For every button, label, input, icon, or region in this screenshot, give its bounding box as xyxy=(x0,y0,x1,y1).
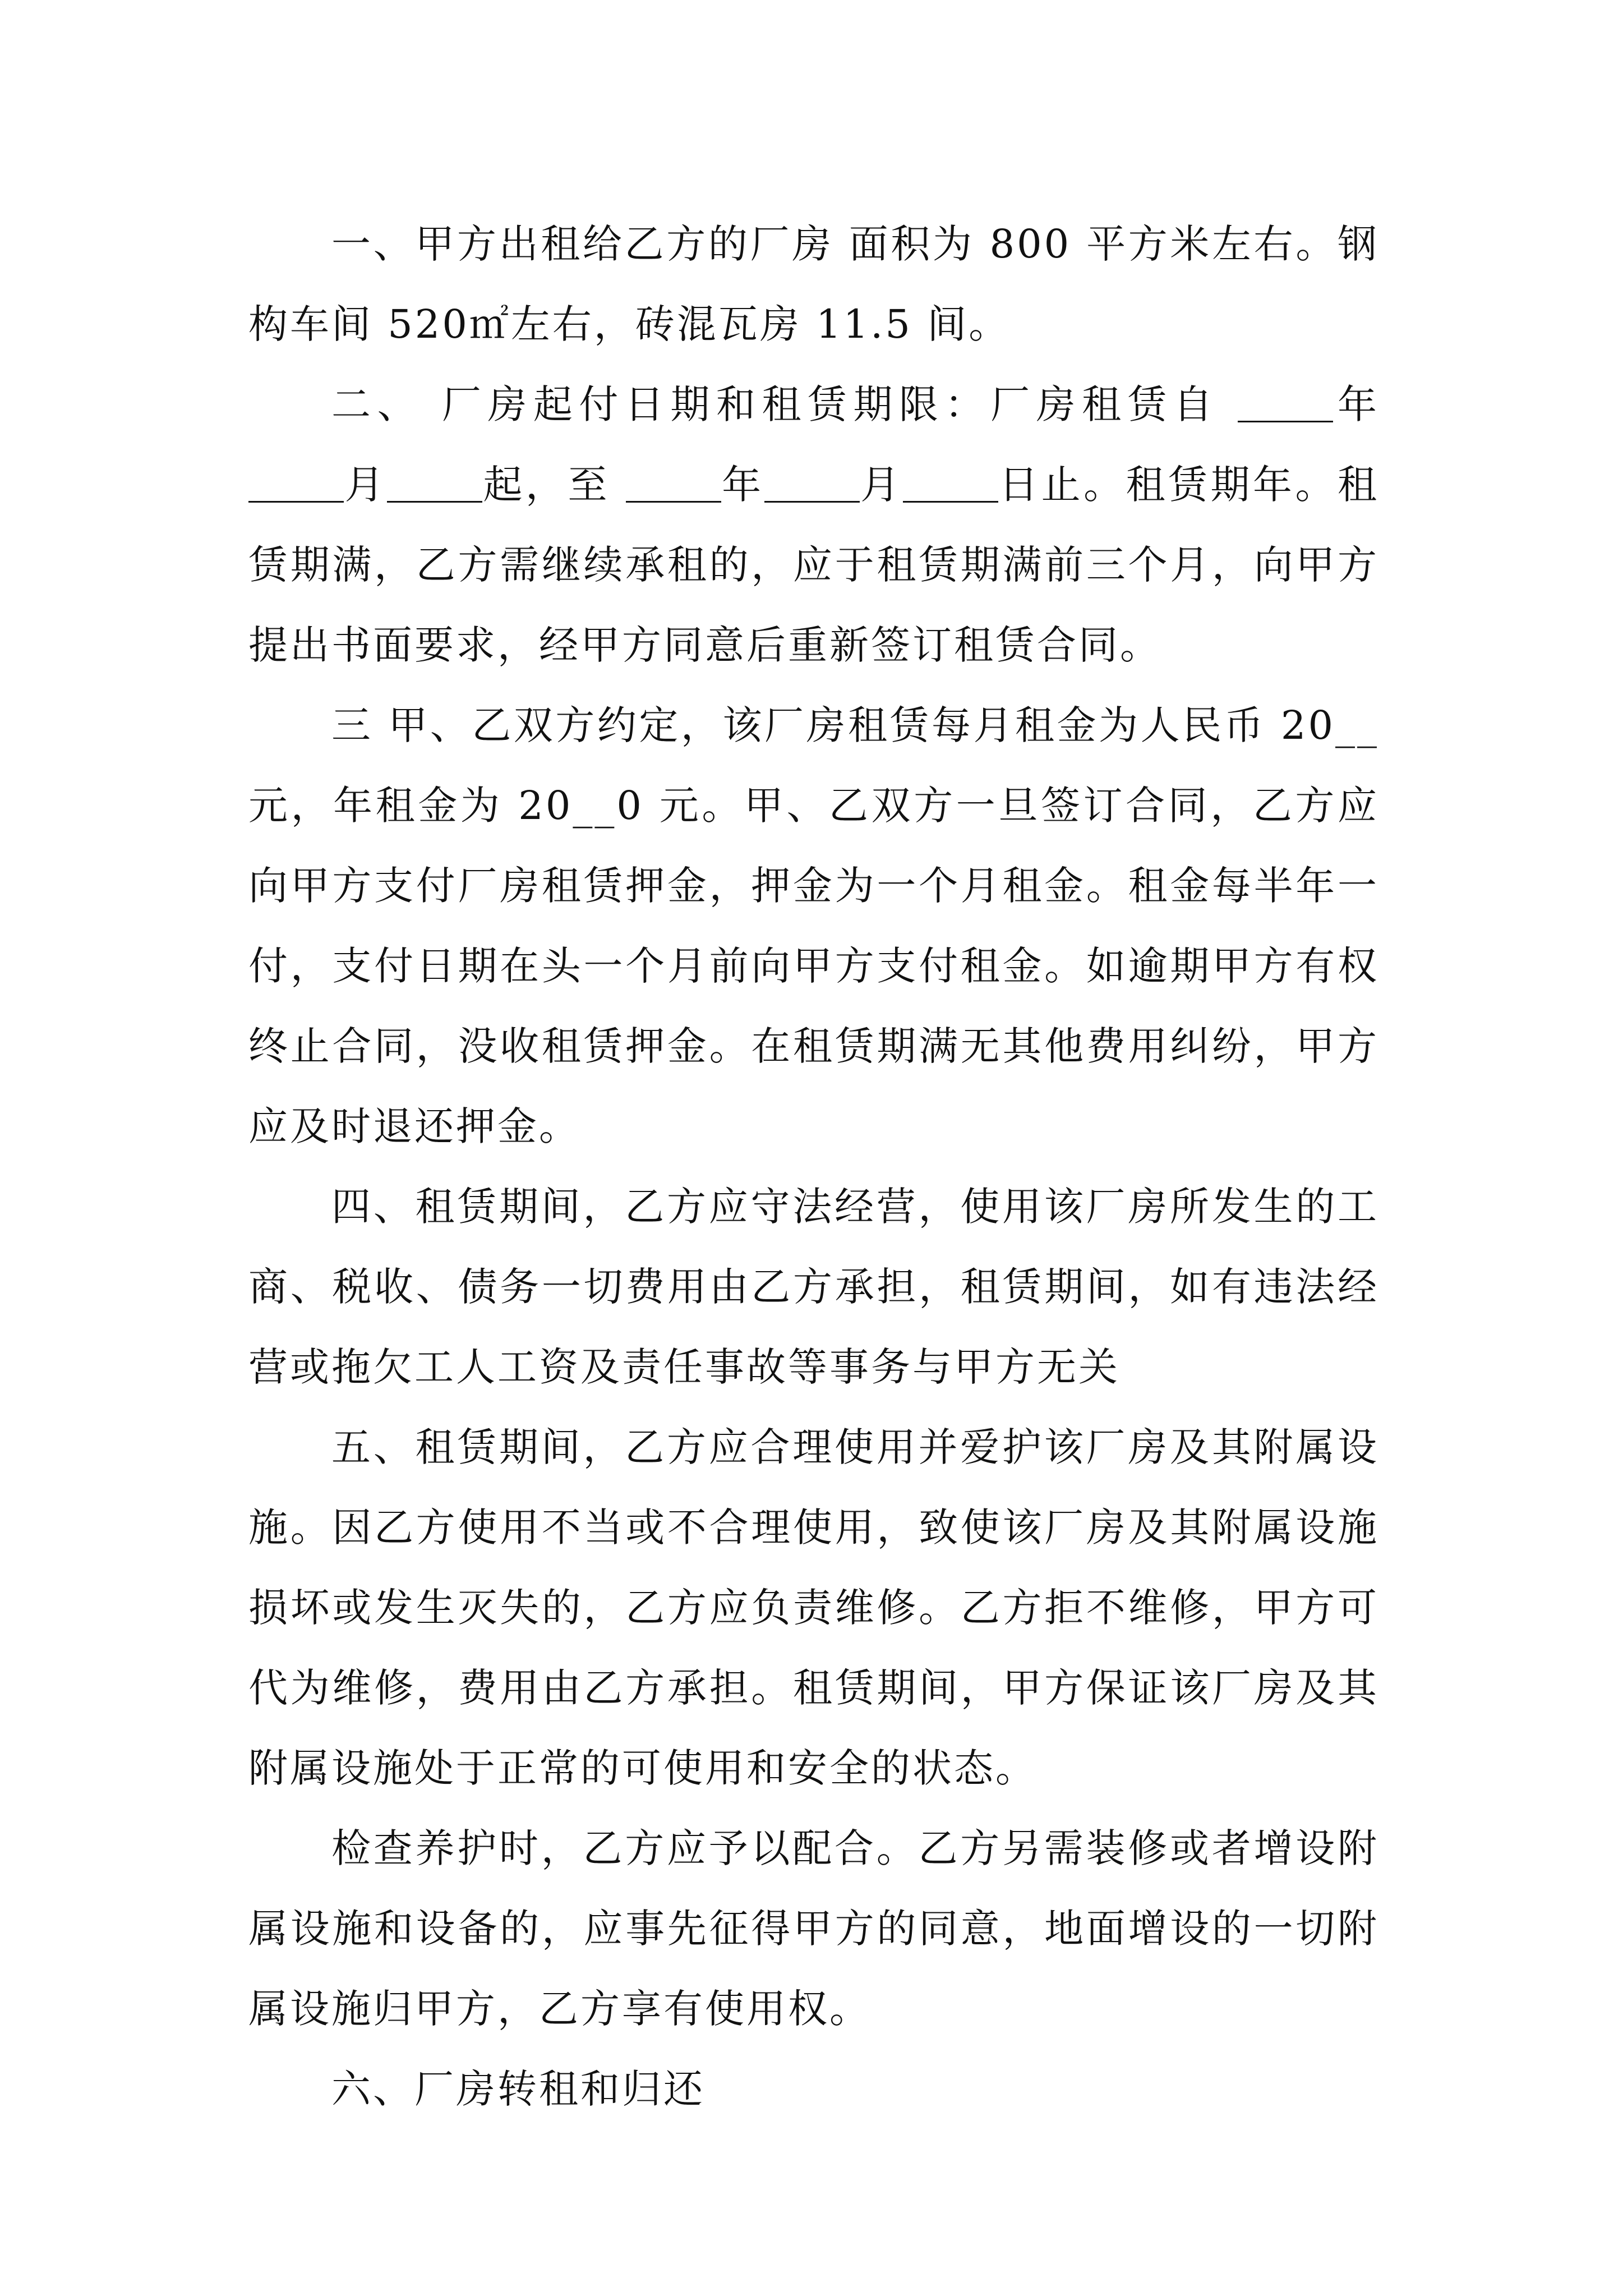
blank-start-month xyxy=(248,462,344,503)
label-year-1: 年 xyxy=(1333,381,1379,427)
clause-5-inspection: 检查养护时，乙方应予以配合。乙方另需装修或者增设附属设施和设备的，应事先征得甲方的同意，地面增设的一切附属设施归甲方，乙方享有使用权。 xyxy=(248,1825,1379,2032)
label-month-2: 月 xyxy=(859,462,903,508)
clause-6-heading: 六、厂房转租和归还 xyxy=(331,2066,705,2112)
clause-2-rest: 日止。租赁期年。租赁期满，乙方需继续承租的，应于租赁期满前三个月，向甲方提出书面要求，经甲方同意后重新签订租赁合同。 xyxy=(248,462,1380,668)
clause-5-maintenance: 五、租赁期间，乙方应合理使用并爱护该厂房及其附属设施。因乙方使用不当或不合理使用，致使该厂房及其附属设施损坏或发生灭失的，乙方应负责维修。乙方拒不维修，甲方可代为维修，费用由乙方承担。租赁期间，甲方保证该厂房及其附属设施处于正常的可使用和安全的状态。 xyxy=(248,1424,1379,1791)
blank-start-year xyxy=(1238,381,1333,422)
blank-start-day xyxy=(387,462,482,503)
label-year-2: 年 xyxy=(721,462,764,508)
label-month-1: 月 xyxy=(344,462,387,508)
clause-3-rent: 三 甲、乙双方约定，该厂房租赁每月租金为人民币 20__元，年租金为 20__0 元。甲、乙双方一旦签订合同，乙方应向甲方支付厂房租赁押金，押金为一个月租金。租金每半年一付，支付日期在头一个月前向甲方支付租金。如逾期甲方有权终止合同，没收租赁押金。在租赁期满无其他费用纠纷，甲方应及时退还押金。 xyxy=(248,702,1379,1149)
clause-4-lawful-operation: 四、租赁期间，乙方应守法经营，使用该厂房所发生的工商、税收、债务一切费用由乙方承担，租赁期间，如有违法经营或拖欠工人工资及责任事故等事务与甲方无关 xyxy=(248,1184,1379,1390)
clause-1-area: 一、甲方出租给乙方的厂房 面积为 800 平方米左右。钢构车间 520㎡左右，砖混瓦房 11.5 间。 xyxy=(248,221,1379,347)
blank-end-day xyxy=(903,462,998,503)
label-start: 起，至 xyxy=(482,462,626,508)
contract-body xyxy=(248,204,1379,2129)
clause-2-term xyxy=(248,365,1379,685)
blank-end-year xyxy=(626,462,721,503)
clause-2-lead: 二、 厂房起付日期和租赁期限：厂房租赁自 xyxy=(331,381,1238,427)
blank-end-month xyxy=(764,462,860,503)
